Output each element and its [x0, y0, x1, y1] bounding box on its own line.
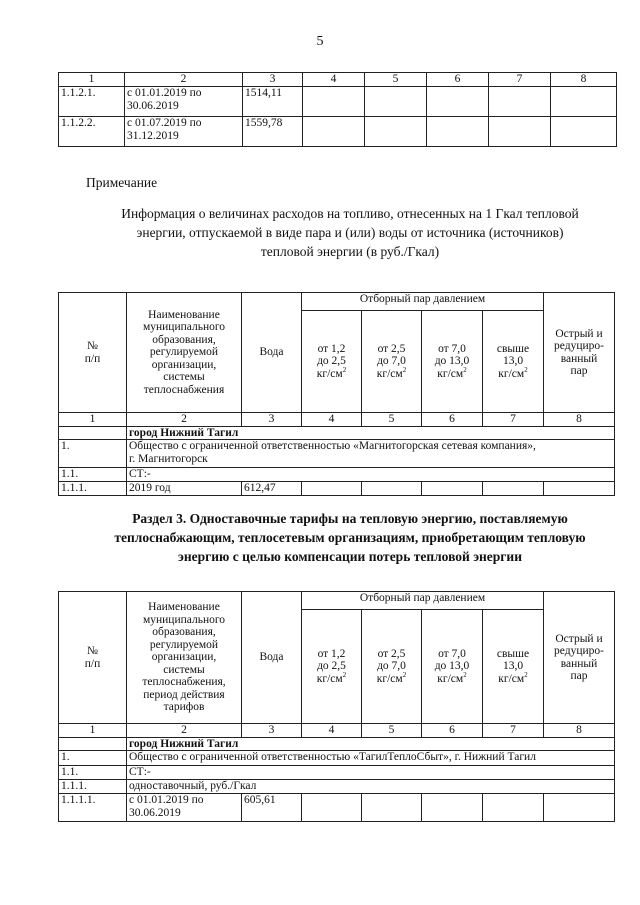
col-number-header: № п/п: [59, 293, 127, 413]
table-row: [59, 117, 617, 147]
steam-group-header: Отборный пар давлением: [302, 293, 544, 311]
row-value: 1559,78: [243, 117, 303, 147]
city-row: [59, 426, 615, 440]
water-value: 612,47: [242, 482, 302, 496]
col-water-header: Вода: [242, 293, 302, 413]
fuel-cost-table: [58, 292, 615, 496]
period-label: с 01.01.2019 по 30.06.2019: [127, 794, 242, 822]
row-number: 1.1.2.2.: [59, 117, 125, 147]
col-steam-1-header: от 1,2 до 2,5 $кг/см^2$: [302, 610, 362, 724]
col-index-5: 5: [365, 73, 427, 87]
year-row: 1.1.1. 2019 год 612,47: [59, 482, 615, 496]
info-heading: Информация о величинах расходов на топливо, отнесенных на 1 Гкал тепловой энергии, отпускаемой в виде пара и (или) воды от источника (источников) тепловой энергии (в руб./Гкал): [121, 206, 579, 259]
year-label: 2019 год: [127, 482, 242, 496]
city-row: [59, 737, 615, 751]
note-label: Примечание: [86, 175, 158, 190]
continuation-table: [58, 72, 617, 147]
col-name-header: Наименование муниципального образования, регулируемой организации, системы теплоснабжения, период действия тарифов: [127, 592, 242, 724]
col-index-1: 1: [59, 73, 125, 87]
row-number: 1.1.2.1.: [59, 87, 125, 117]
section-3-title: Раздел 3. Одноставочные тарифы на тепловую энергию, поставляемую теплоснабжающим, теплосетевым организациям, приобретающим тепловую энергию с целью компенсации потерь тепловой энергии: [114, 511, 586, 564]
col-water-header: Вода: [242, 592, 302, 724]
system-name: СТ:-: [127, 468, 615, 482]
index-row: 1 2 3 4 5 6 7 8: [59, 413, 615, 427]
tariff-type: одноставочный, руб./Гкал: [127, 780, 615, 794]
col-steam-2-header: от 2,5 до 7,0 $кг/см^2$: [362, 610, 422, 724]
system-row: 1.1. СТ:-: [59, 468, 615, 482]
org-name: Общество с ограниченной ответственностью «ТагилТеплоСбыт», г. Нижний Тагил: [127, 751, 615, 766]
col-index-6: 6: [427, 73, 489, 87]
tariff-table: [58, 591, 615, 822]
col-steam-4-header: свыше 13,0 $кг/см^2$: [483, 311, 544, 413]
col-steam-4-header: свыше 13,0 $кг/см^2$: [483, 610, 544, 724]
steam-group-header: Отборный пар давлением: [302, 592, 544, 610]
system-row: 1.1. СТ:-: [59, 766, 615, 780]
city-name: город Нижний Тагил: [127, 737, 615, 751]
organization-row: [59, 751, 615, 766]
row-period: с 01.01.2019 по 30.06.2019: [125, 87, 243, 117]
col-index-3: 3: [243, 73, 303, 87]
table-header-row: [59, 73, 617, 87]
organization-row: [59, 440, 615, 468]
row-value: 1514,11: [243, 87, 303, 117]
org-name: Общество с ограниченной ответственностью «Магнитогорская сетевая компания», г. Магнитогорск: [127, 440, 615, 468]
col-sharp-steam-header: Острый и редуциро- ванный пар: [544, 592, 615, 724]
col-index-8: 8: [551, 73, 617, 87]
col-steam-2-header: от 2,5 до 7,0 $кг/см^2$: [362, 311, 422, 413]
table-row: [59, 87, 617, 117]
col-index-2: 2: [125, 73, 243, 87]
col-steam-1-header: от 1,2 до 2,5 $кг/см^2$: [302, 311, 362, 413]
page-number: 5: [316, 34, 324, 49]
col-index-4: 4: [303, 73, 365, 87]
org-number: 1.: [59, 440, 127, 468]
org-number: 1.: [59, 751, 127, 766]
col-steam-3-header: от 7,0 до 13,0 $кг/см^2$: [422, 610, 483, 724]
index-row: 1 2 3 4 5 6 7 8: [59, 724, 615, 738]
city-name: город Нижний Тагил: [127, 426, 615, 440]
period-row: 1.1.1.1. с 01.01.2019 по 30.06.2019 605,61: [59, 794, 615, 822]
col-sharp-steam-header: Острый и редуциро- ванный пар: [544, 293, 615, 413]
col-number-header: № п/п: [59, 592, 127, 724]
system-name: СТ:-: [127, 766, 615, 780]
water-value: 605,61: [242, 794, 302, 822]
col-name-header: Наименование муниципального образования, регулируемой организации, системы теплоснабжения: [127, 293, 242, 413]
col-steam-3-header: от 7,0 до 13,0 $кг/см^2$: [422, 311, 483, 413]
tariff-type-row: 1.1.1. одноставочный, руб./Гкал: [59, 780, 615, 794]
row-period: с 01.07.2019 по 31.12.2019: [125, 117, 243, 147]
col-index-7: 7: [489, 73, 551, 87]
